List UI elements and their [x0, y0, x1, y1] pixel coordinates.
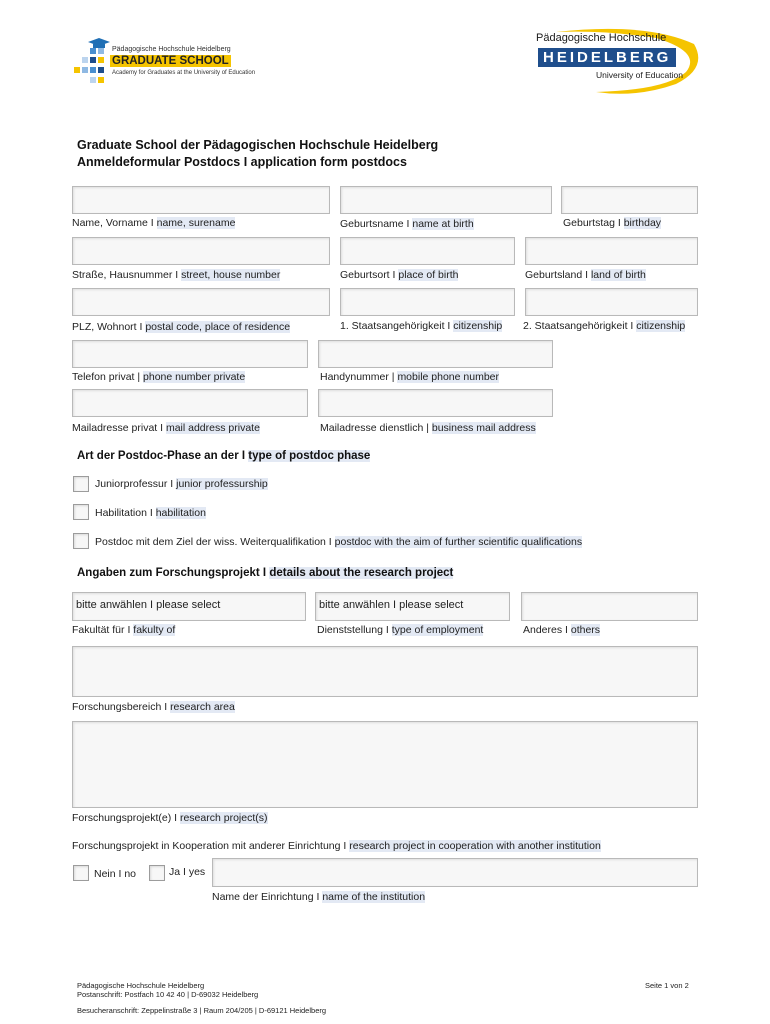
birthplace-label: Geburtsort I place of birth — [340, 269, 459, 281]
employment-select[interactable]: bitte anwählen I please select — [315, 592, 510, 621]
cooperation-label: Forschungsprojekt in Kooperation mit anderer Einrichtung I research project in cooperation with another institution — [72, 840, 601, 852]
research-area-label: Forschungsbereich I research area — [72, 701, 235, 713]
zip-label: PLZ, Wohnort I postal code, place of residence — [72, 321, 291, 333]
research-projects-label: Forschungsprojekt(e) I research project(s) — [72, 812, 268, 824]
institution-label: Name der Einrichtung I name of the institution — [212, 891, 426, 903]
junior-professorship-checkbox[interactable] — [73, 476, 89, 492]
logo-right-line2: HEIDELBERG — [538, 48, 676, 67]
name-label: Name, Vorname I name, surename — [72, 217, 236, 229]
research-area-field[interactable] — [72, 646, 698, 697]
title-line1: Graduate School der Pädagogischen Hochschule Heidelberg — [77, 138, 439, 152]
logo-right-line1: Pädagogische Hochschule — [536, 32, 667, 44]
logo-right-line3: University of Education — [596, 70, 683, 80]
phase-heading: Art der Postdoc-Phase an der I type of postdoc phase — [77, 450, 371, 462]
citizenship2-label: 2. Staatsangehörigkeit I citizenship — [523, 320, 686, 332]
bizmail-label: Mailadresse dienstlich | business mail address — [320, 422, 536, 434]
cooperation-no-checkbox[interactable] — [73, 865, 89, 881]
others-field[interactable] — [521, 592, 698, 621]
birthname-field[interactable] — [340, 186, 552, 214]
institution-field[interactable] — [212, 858, 698, 887]
faculty-label: Fakultät für I fakulty of — [72, 624, 176, 636]
cooperation-yes-checkbox[interactable] — [149, 865, 165, 881]
street-label: Straße, Hausnummer I street, house number — [72, 269, 281, 281]
birthday-label: Geburtstag I birthday — [563, 217, 662, 229]
mobile-label: Handynummer | mobile phone number — [320, 371, 500, 383]
mobile-field[interactable] — [318, 340, 553, 368]
habilitation-label: Habilitation I habilitation — [95, 507, 206, 519]
birthname-label: Geburtsname I name at birth — [340, 218, 474, 230]
ph-heidelberg-logo — [526, 28, 706, 96]
logo-left-line2: GRADUATE SCHOOL — [112, 55, 229, 67]
mail-label: Mailadresse privat I mail address private — [72, 422, 260, 434]
research-projects-field[interactable] — [72, 721, 698, 808]
phone-field[interactable] — [72, 340, 308, 368]
logo-left-line1: Pädagogische Hochschule Heidelberg — [112, 46, 231, 53]
postdoc-qualification-label: Postdoc mit dem Ziel der wiss. Weiterqualifikation I postdoc with the aim of further scientific qualifications — [95, 536, 583, 548]
employment-label: Dienststellung I type of employment — [317, 624, 484, 636]
faculty-select[interactable]: bitte anwählen I please select — [72, 592, 306, 621]
zip-field[interactable] — [72, 288, 330, 316]
citizenship1-field[interactable] — [340, 288, 515, 316]
name-field[interactable] — [72, 186, 330, 214]
others-label: Anderes I others — [523, 624, 601, 636]
birthcountry-field[interactable] — [525, 237, 698, 265]
footer-line3: Besucheranschrift: Zeppelinstraße 3 | Raum 204/205 | D-69121 Heidelberg — [77, 1006, 327, 1015]
cooperation-yes-label: Ja I yes — [169, 866, 206, 878]
citizenship1-label: 1. Staatsangehörigkeit I citizenship — [340, 320, 503, 332]
title-line2: Anmeldeformular Postdocs I application form postdocs — [77, 155, 407, 169]
bizmail-field[interactable] — [318, 389, 553, 417]
birthcountry-label: Geburtsland I land of birth — [525, 269, 646, 281]
footer-line2: Postanschrift: Postfach 10 42 40 | D-69032 Heidelberg — [77, 990, 259, 999]
cooperation-no-label: Nein I no — [94, 868, 137, 880]
logo-left-line3: Academy for Graduates at the University of Education — [112, 70, 256, 76]
mail-field[interactable] — [72, 389, 308, 417]
junior-professorship-label: Juniorprofessur I junior professurship — [95, 478, 268, 490]
footer-line1: Pädagogische Hochschule Heidelberg — [77, 981, 205, 990]
street-field[interactable] — [72, 237, 330, 265]
phone-label: Telefon privat | phone number private — [72, 371, 246, 383]
postdoc-qualification-checkbox[interactable] — [73, 533, 89, 549]
birthday-field[interactable] — [561, 186, 698, 214]
habilitation-checkbox[interactable] — [73, 504, 89, 520]
birthplace-field[interactable] — [340, 237, 515, 265]
logo-squares-icon — [72, 34, 112, 88]
graduate-school-logo — [72, 34, 262, 88]
page-number: Seite 1 von 2 — [645, 981, 689, 990]
project-heading: Angaben zum Forschungsprojekt I details about the research project — [77, 567, 454, 579]
citizenship2-field[interactable] — [525, 288, 698, 316]
